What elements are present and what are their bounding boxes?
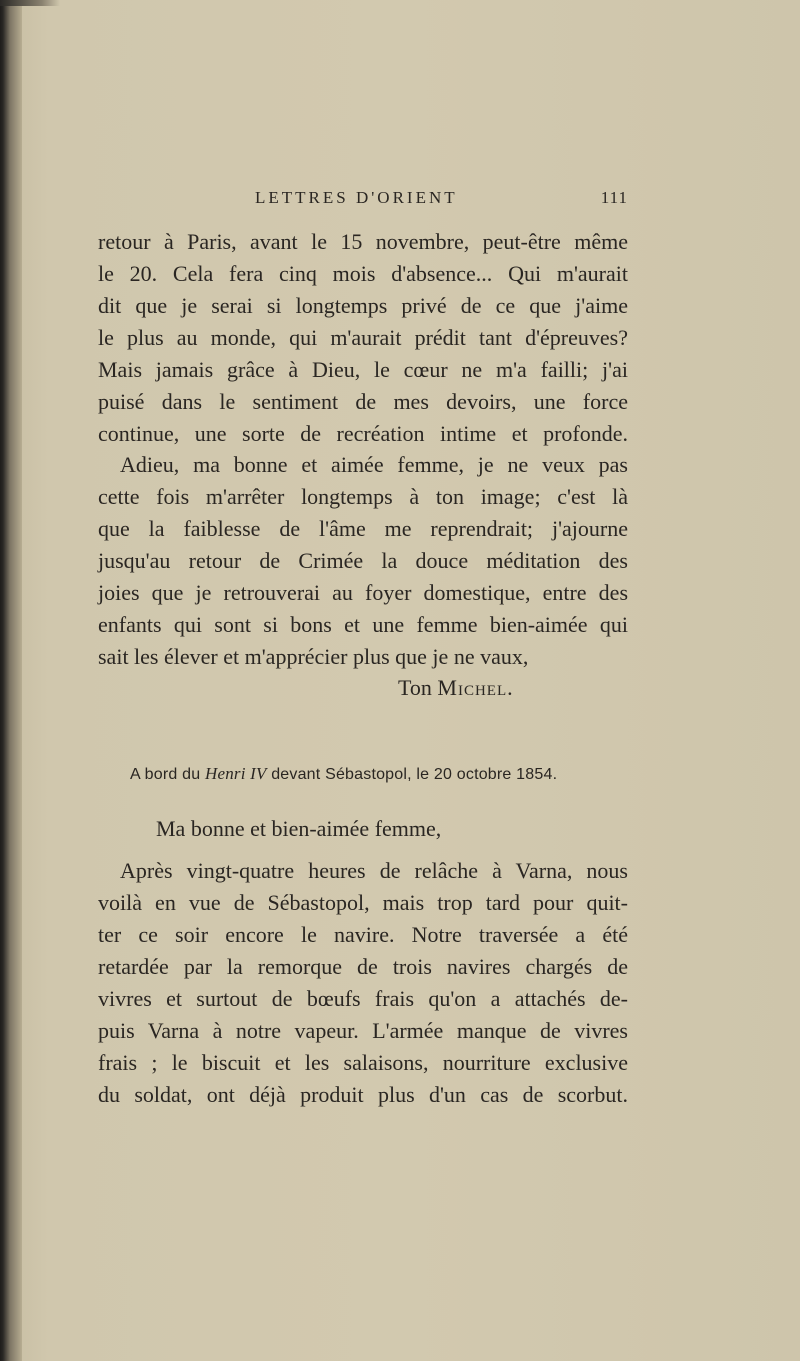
- page-number: 111: [600, 188, 628, 207]
- page-top-edge: [0, 0, 60, 6]
- text-line: puisé dans le sentiment de mes devoirs, une force: [98, 389, 628, 414]
- letter2-salutation: Ma bonne et bien-aimée femme,: [156, 816, 442, 841]
- text-line: retour à Paris, avant le 15 novembre, peut-être même: [98, 229, 628, 254]
- text-line: retardée par la remorque de trois navires chargés de: [98, 954, 628, 979]
- running-title: LETTRES D'ORIENT: [255, 188, 458, 207]
- text-line: joies que je retrouverai au foyer domestique, entre des: [98, 580, 628, 605]
- text-line: ter ce soir encore le navire. Notre traversée a été: [98, 922, 628, 947]
- text-line: Après vingt-quatre heures de relâche à Varna, nous: [120, 858, 628, 883]
- signature-name: Michel.: [437, 675, 514, 700]
- text-line: puis Varna à notre vapeur. L'armée manque de vivres: [98, 1018, 628, 1043]
- text-line: Mais jamais grâce à Dieu, le cœur ne m'a failli; j'ai: [98, 357, 628, 382]
- text-line: dit que je serai si longtemps privé de ce que j'aime: [98, 293, 628, 318]
- dateline-before: A bord du: [130, 766, 201, 783]
- signature: [398, 675, 514, 701]
- book-spine-shadow: [0, 0, 22, 1361]
- letter2-dateline: [130, 764, 630, 784]
- text-line: continue, une sorte de recréation intime et profonde.: [98, 421, 628, 446]
- text-line: que la faiblesse de l'âme me reprendrait; j'ajourne: [98, 516, 628, 541]
- dateline-after: devant Sébastopol, le 20 octobre 1854.: [271, 766, 558, 783]
- signature-prefix: Ton: [398, 675, 432, 700]
- text-line: frais ; le biscuit et les salaisons, nourriture exclusive: [98, 1050, 628, 1075]
- ship-name: Henri IV: [204, 764, 267, 783]
- letter1-paragraph-1: [98, 226, 628, 450]
- letter2-paragraph: [98, 855, 628, 1111]
- text-line: enfants qui sont si bons et une femme bien-aimée qui: [98, 612, 628, 637]
- text-line: vivres et surtout de bœufs frais qu'on a attachés de-: [98, 986, 628, 1011]
- letter1-paragraph-2: [98, 449, 628, 673]
- text-line: jusqu'au retour de Crimée la douce méditation des: [98, 548, 628, 573]
- text-line: le plus au monde, qui m'aurait prédit tant d'épreuves?: [98, 325, 628, 350]
- text-line: sait les élever et m'apprécier plus que je ne vaux,: [98, 644, 529, 669]
- text-line: le 20. Cela fera cinq mois d'absence... Qui m'aurait: [98, 261, 628, 286]
- running-header: [98, 188, 628, 218]
- text-line: Adieu, ma bonne et aimée femme, je ne veux pas: [120, 452, 628, 477]
- text-line: voilà en vue de Sébastopol, mais trop tard pour quit-: [98, 890, 628, 915]
- text-line: cette fois m'arrêter longtemps à ton image; c'est là: [98, 484, 628, 509]
- text-line: du soldat, ont déjà produit plus d'un cas de scorbut.: [98, 1082, 628, 1107]
